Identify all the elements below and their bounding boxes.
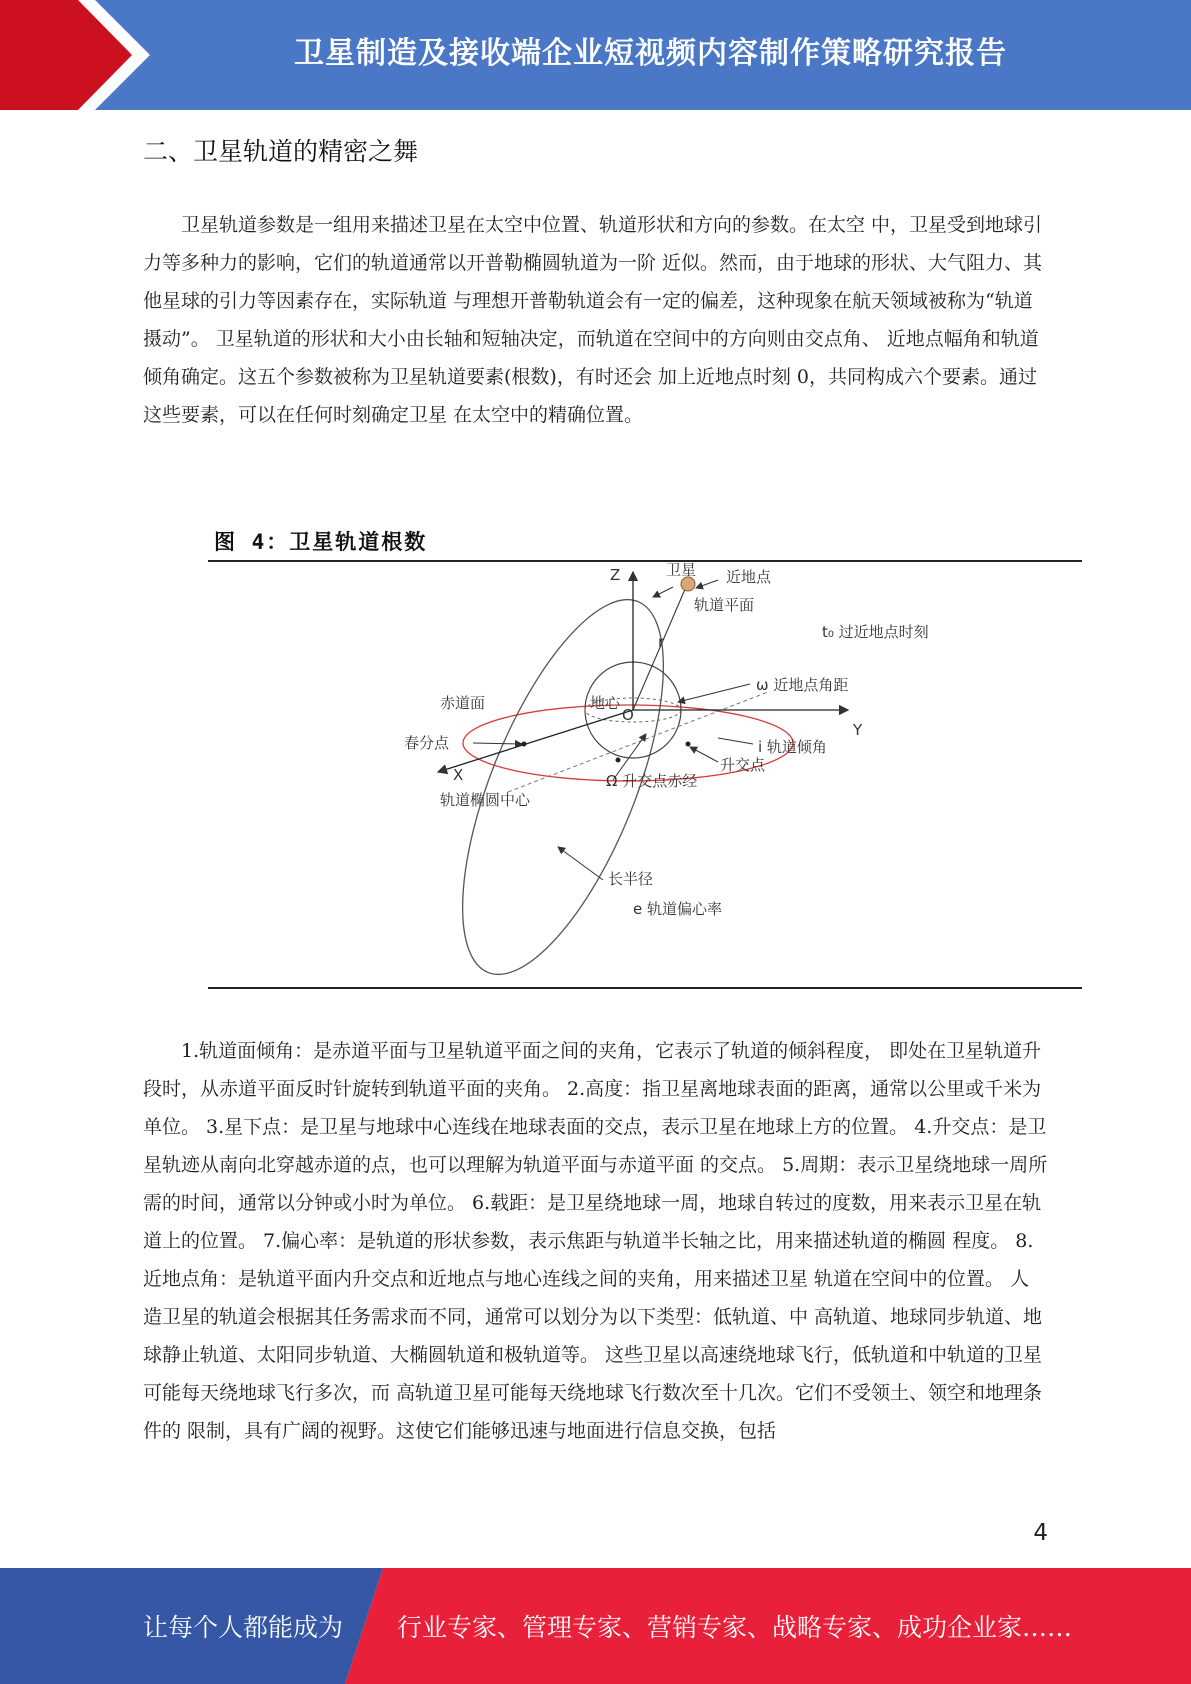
pointer-perigee — [696, 580, 718, 588]
pointer-ascending — [690, 747, 718, 762]
page-header — [0, 0, 1191, 110]
label-omega-small: ω 近地点角距 — [756, 676, 849, 694]
vernal-dot — [522, 742, 527, 747]
satellite-dot — [681, 577, 695, 591]
label-raan: Ω 升交点赤经 — [606, 772, 698, 790]
elements-paragraph — [143, 1032, 1048, 1450]
label-equator-plane: 赤道面 — [440, 694, 486, 712]
label-inclination: i 轨道倾角 — [758, 738, 827, 756]
elements-paragraph-text: 1.轨道面倾角：是赤道平面与卫星轨道平面之间的夹角，它表示了轨道的倾斜程度， 即处在卫星轨道升段时，从赤道平面反时针旋转到轨道平面的夹角。 2.高度：指卫星离地球表面的距离，通常以公里或千米为单位。 3.星下点：是卫星与地球中心连线在地球表面的交点，表示卫星在地球上方的位置。 4.升交点：是卫星轨迹从南向北穿越赤道的点，也可以理解为轨道平面与赤道平面 的交点。 5.周期：表示卫星绕地球一周所需的时间，通常以分钟或小时为单位。 6.载距：是卫星绕地球一周，地球自转过的度数，用来表示卫星在轨道上的位置。 7.偏心率：是轨道的形状参数，表示焦距与轨道半长轴之比，用来描述轨道的椭圆 程度。 8.近地点角：是轨道平面内升交点和近地点与地心连线之间的夹角，用来描述卫星 轨道在空间中的位置。 人造卫星的轨道会根据其任务需求而不同，通常可以划分为以下类型：低轨道、中 高轨道、地球同步轨道、地球静止轨道、太阳同步轨道、大椭圆轨道和极轨道等。 这些卫星以高速绕地球飞行，低轨道和中轨道的卫星可能每天绕地球飞行多次，而 高轨道卫星可能每天绕地球飞行数次至十几次。它们不受领土、领空和地理条件的 限制，具有广阔的视野。这使它们能够迅速与地面进行信息交换，包括 — [143, 1040, 1048, 1442]
orbit-diagram — [208, 562, 1082, 987]
label-orbit-plane: 轨道平面 — [694, 596, 755, 614]
intro-paragraph-text: 卫星轨道参数是一组用来描述卫星在太空中位置、轨道形状和方向的参数。在太空 中，卫星受到地球引力等多种力的影响，它们的轨道通常以开普勒椭圆轨道为一阶 近似。然而，由于地球的形状、大气阻力、其他星球的引力等因素存在，实际轨道 与理想开普勒轨道会有一定的偏差，这种现象在航天领域被称为“轨道摄动”。 卫星轨道的形状和大小由长轴和短轴决定，而轨道在空间中的方向则由交点角、 近地点幅角和轨道倾角确定。这五个参数被称为卫星轨道要素(根数)，有时还会 加上近地点时刻 0，共同构成六个要素。通过这些要素，可以在任何时刻确定卫星 在太空中的精确位置。 — [143, 214, 1043, 426]
pointer-omega — [678, 684, 750, 702]
pointer-semi-major — [558, 847, 603, 880]
footer-right-text: 行业专家、管理专家、营销专家、战略专家、成功企业家…… — [397, 1613, 1073, 1642]
label-o: O — [622, 706, 634, 724]
label-z: Z — [610, 566, 621, 584]
label-y: Y — [853, 721, 863, 739]
x-axis — [438, 710, 633, 772]
label-t0: t₀ 过近地点时刻 — [822, 623, 929, 641]
label-vernal: 春分点 — [404, 734, 450, 752]
header-chevron-icon — [0, 0, 150, 110]
page-footer — [0, 1568, 1191, 1684]
figure-caption: 图 4：卫星轨道根数 — [214, 530, 428, 554]
ellipse-center-dot — [616, 758, 621, 763]
pointer-vernal — [473, 743, 522, 744]
label-ellipse-center: 轨道椭圆中心 — [440, 791, 531, 809]
footer-left-text: 让每个人都能成为 — [143, 1613, 344, 1642]
label-perigee: 近地点 — [726, 568, 772, 586]
pointer-inclination — [718, 738, 753, 744]
section-title: 二、卫星轨道的精密之舞 — [143, 137, 419, 166]
label-x: X — [453, 766, 464, 784]
header-title: 卫星制造及接收端企业短视频内容制作策略研究报告 — [294, 36, 1007, 71]
label-semi-major: 长半径 — [608, 870, 654, 888]
figure-bottom-rule — [208, 987, 1082, 989]
ascending-node-dot — [686, 742, 691, 747]
label-r: r — [658, 633, 665, 651]
orbit-elements-figure — [208, 522, 1082, 992]
intro-paragraph — [143, 206, 1048, 434]
label-eccentricity: e 轨道偏心率 — [633, 900, 722, 918]
page-number: 4 — [1033, 1520, 1048, 1546]
pointer-orbit-plane — [653, 587, 673, 597]
label-ascending: 升交点 — [720, 756, 766, 774]
label-satellite: 卫星 — [666, 562, 697, 579]
label-earth-center: 地心 — [590, 694, 621, 712]
